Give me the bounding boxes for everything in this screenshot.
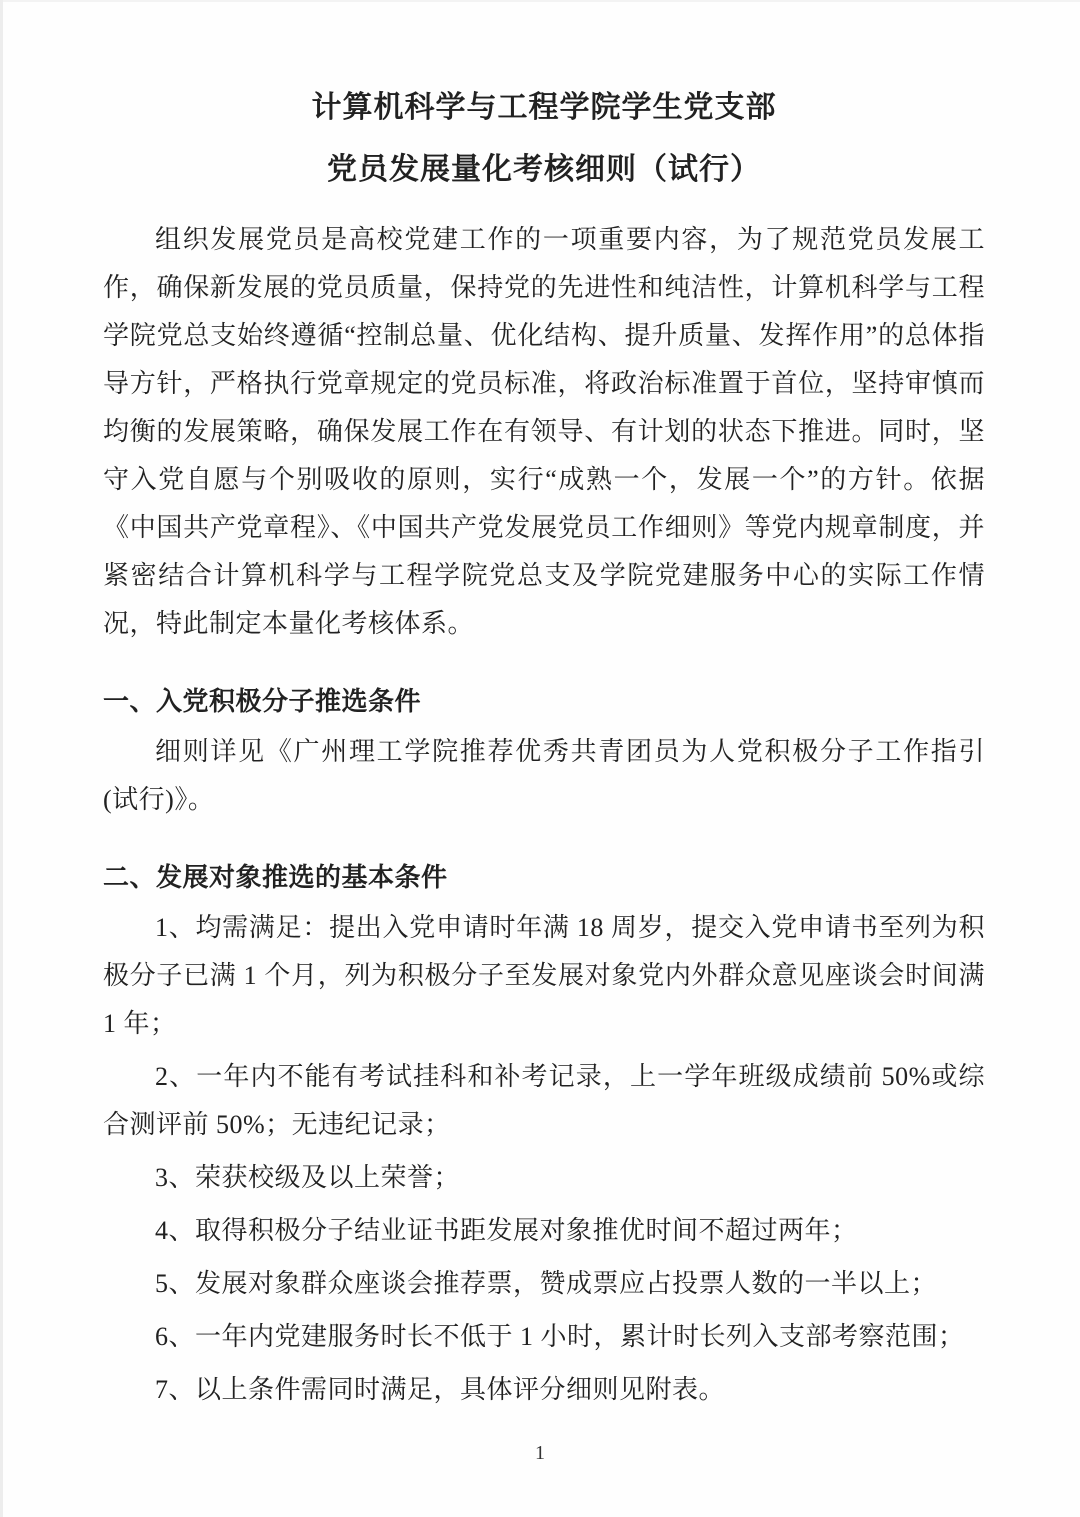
list-item-1: 1、均需满足：提出入党申请时年满 18 周岁，提交入党申请书至列为积极分子已满 1 个月，列为积极分子至发展对象党内外群众意见座谈会时间满 1 年； bbox=[103, 913, 985, 1038]
list-item-7: 7、以上条件需同时满足，具体评分细则见附表。 bbox=[155, 1375, 726, 1404]
list-item-6: 6、一年内党建服务时长不低于 1 小时，累计时长列入支部考察范围； bbox=[155, 1322, 965, 1351]
page-number: 1 bbox=[535, 1442, 545, 1464]
list-item-5: 5、发展对象群众座谈会推荐票，赞成票应占投票人数的一半以上； bbox=[155, 1269, 938, 1298]
section-heading-1: 一、入党积极分子推选条件 bbox=[103, 687, 422, 716]
section-1-paragraph: 细则详见《广州理工学院推荐优秀共青团员为人党积极分子工作指引(试行)》。 bbox=[103, 737, 985, 814]
list-item-2: 2、一年内不能有考试挂科和补考记录，上一学年班级成绩前 50%或综合测评前 50%；无违纪记录； bbox=[103, 1062, 985, 1139]
document-title-line1: 计算机科学与工程学院学生党支部 bbox=[311, 91, 777, 124]
intro-paragraph: 组织发展党员是高校党建工作的一项重要内容，为了规范党员发展工作，确保新发展的党员质量，保持党的先进性和纯洁性，计算机科学与工程学院党总支始终遵循“控制总量、优化结构、提升质量、发挥作用”的总体指导方针，严格执行党章规定的党员标准，将政治标准置于首位，坚持审慎而均衡的发展策略，确保发展工作在有领导、有计划的状态下推进。同时，坚守入党自愿与个别吸收的原则，实行“成熟一个，发展一个”的方针。依据《中国共产党章程》、《中国共产党发展党员工作细则》等党内规章制度，并紧密结合计算机科学与工程学院党总支及学院党建服务中心的实际工作情况，特此制定本量化考核体系。 bbox=[103, 225, 985, 638]
document-title-line2: 党员发展量化考核细则（试行） bbox=[327, 153, 761, 186]
list-item-3: 3、荣获校级及以上荣誉； bbox=[155, 1163, 461, 1192]
section-heading-2: 二、发展对象推选的基本条件 bbox=[103, 863, 448, 892]
list-item-4: 4、取得积极分子结业证书距发展对象推优时间不超过两年； bbox=[155, 1216, 858, 1245]
